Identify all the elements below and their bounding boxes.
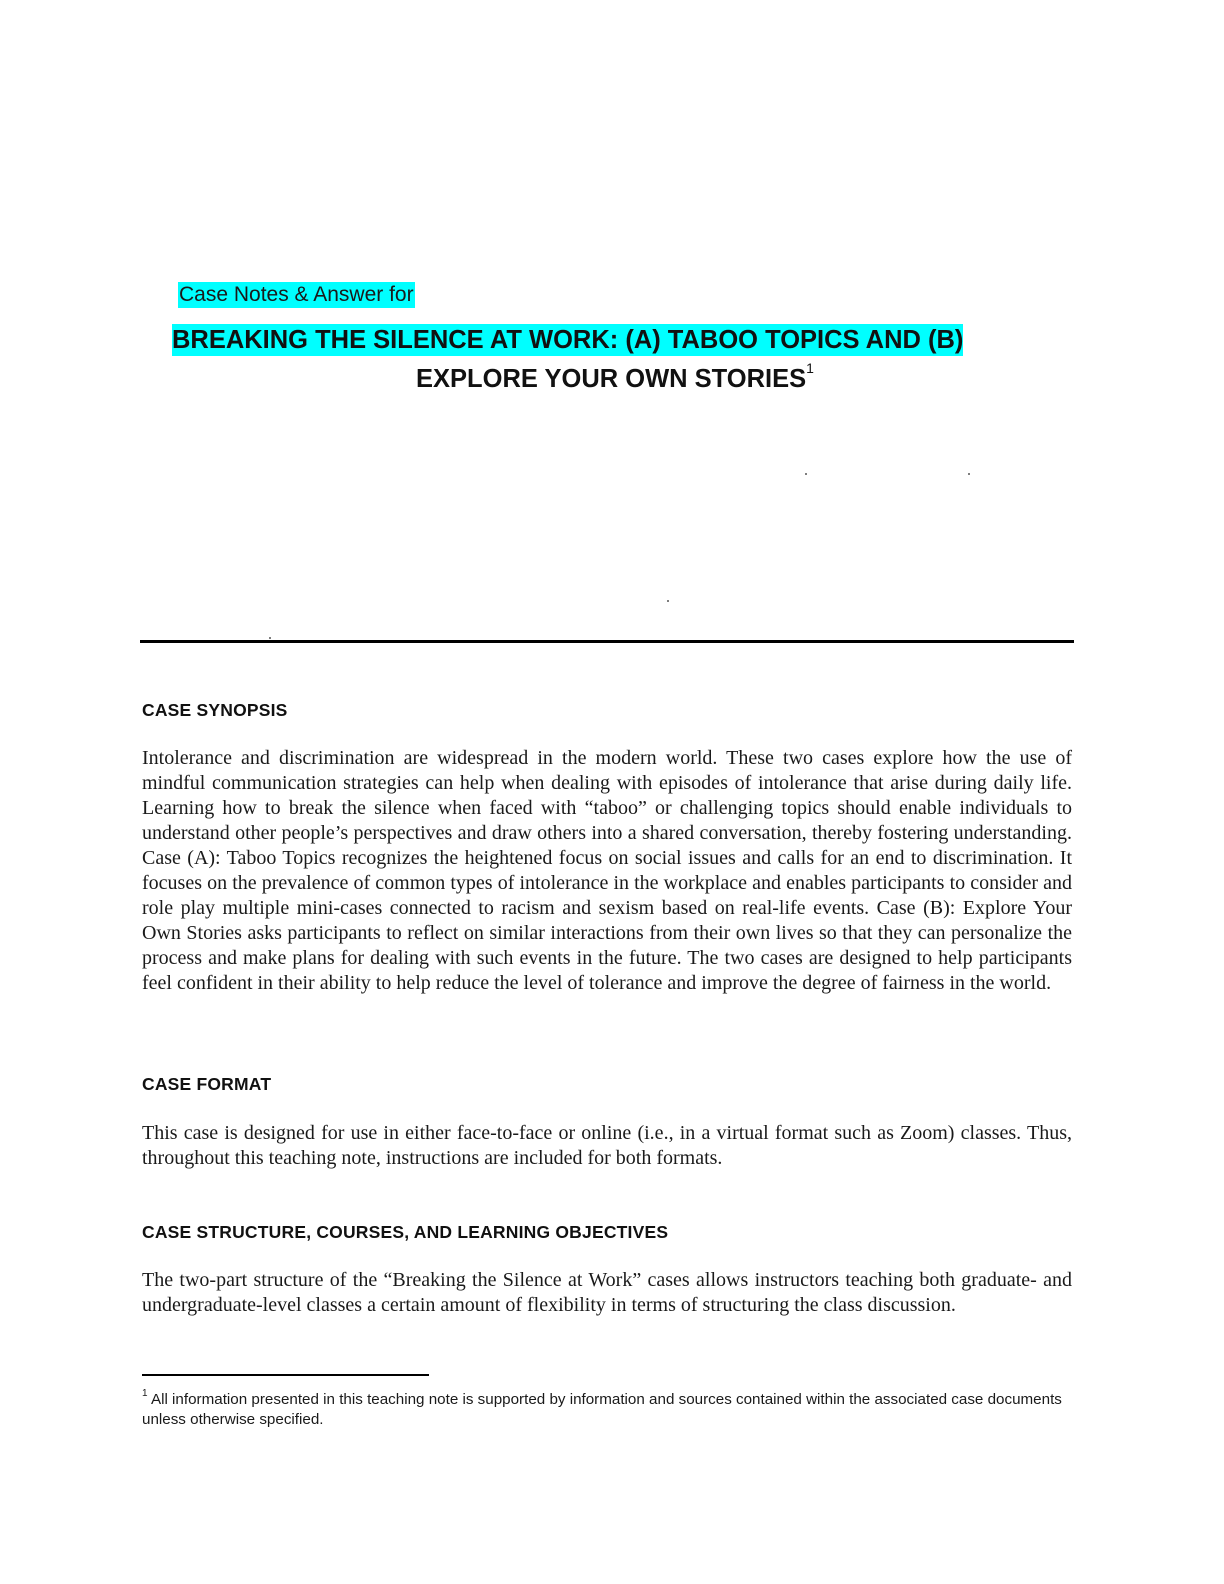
section-body-structure: The two-part structure of the “Breaking the Silence at Work” cases allows instructors teaching both graduate- and undergraduate-level classes a certain amount of flexibility in terms of structuring the class discussion.: [142, 1269, 1072, 1316]
scan-speck: [805, 473, 807, 475]
section-heading-format: CASE FORMAT: [142, 1074, 272, 1094]
scan-speck: [269, 637, 271, 639]
footnote: [142, 1386, 1074, 1430]
section-heading-synopsis: CASE SYNOPSIS: [142, 700, 288, 720]
scan-speck: [667, 600, 669, 602]
footnote-text: All information presented in this teaching note is supported by information and sources contained within the associated case documents unless otherwise specified.: [142, 1391, 1062, 1429]
title-footnote-mark: 1: [806, 360, 814, 376]
title-line-2-text: EXPLORE YOUR OWN STORIES: [416, 364, 807, 393]
footnote-separator: [142, 1374, 429, 1376]
horizontal-rule: [140, 640, 1074, 643]
section-heading-structure: CASE STRUCTURE, COURSES, AND LEARNING OBJECTIVES: [142, 1222, 669, 1242]
section-body-format: This case is designed for use in either face-to-face or online (i.e., in a virtual format such as Zoom) classes. Thus, throughout this teaching note, instructions are included for both formats.: [142, 1122, 1072, 1169]
section-body-synopsis: Intolerance and discrimination are widespread in the modern world. These two cases explore how the use of mindful communication strategies can help when dealing with episodes of intolerance that arise during daily life. Learning how to break the silence when faced with “taboo” or challenging topics should enable individuals to understand other people’s perspectives and draw others into a shared conversation, thereby fostering understanding. Case (A): Taboo Topics recognizes the heightened focus on social issues and calls for an end to discrimination. It focuses on the prevalence of common types of intolerance in the workplace and enables participants to consider and role play multiple mini-cases connected to racism and sexism based on real-life events. Case (B): Explore Your Own Stories asks participants to reflect on similar interactions from their own lives so that they can personalize the process and make plans for dealing with such events in the future. The two cases are designed to help participants feel confident in their ability to help reduce the level of tolerance and improve the degree of fairness in the world.: [142, 747, 1072, 994]
title-line-1: BREAKING THE SILENCE AT WORK: (A) TABOO TOPICS AND (B): [172, 326, 964, 354]
footnote-mark: 1: [142, 1388, 148, 1399]
scan-speck: [968, 473, 970, 475]
case-notes-label: Case Notes & Answer for: [179, 283, 414, 306]
title-line-2: [0, 356, 1224, 395]
